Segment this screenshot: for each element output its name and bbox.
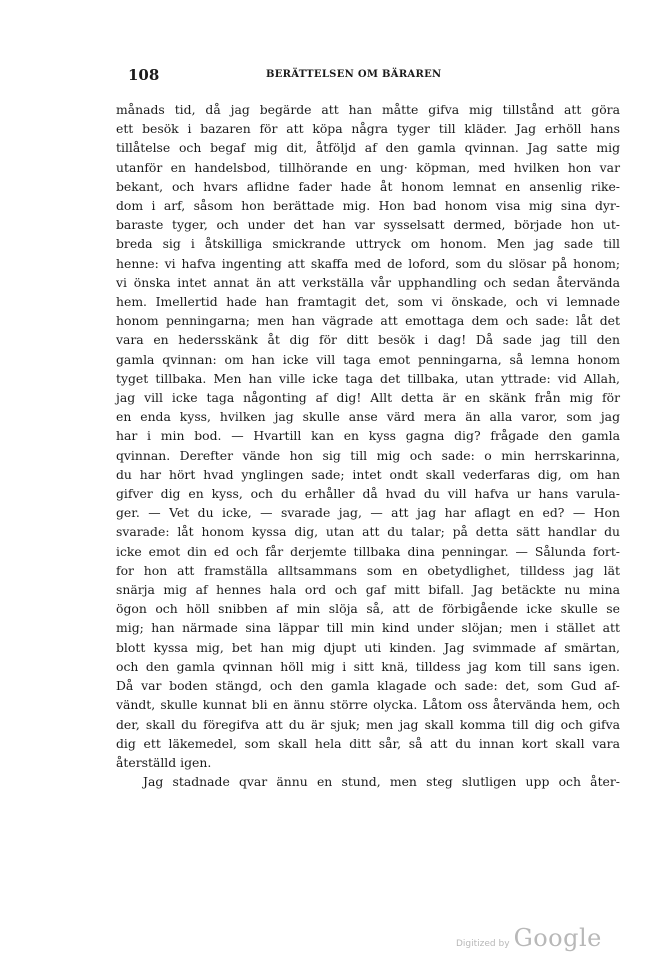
text-line: henne: vi hafva ingenting att skaffa med de loford, som du slösar på honom; bbox=[116, 255, 620, 271]
text-line: månads tid, då jag begärde att han måtte gifva mig tillstånd att göra bbox=[116, 102, 620, 117]
text-line: Då var boden stängd, och den gamla klagade och sade: det, som Gud af- bbox=[116, 678, 620, 694]
text-line: vi önska intet annat än att verkställa vår upphandling och sedan återvända bbox=[116, 274, 620, 290]
running-head: BERÄTTELSEN OM BÄRAREN bbox=[266, 69, 442, 80]
text-line: ger. — Vet du icke, — svarade jag, — att jag har aflagt en ed? — Hon bbox=[116, 505, 620, 521]
text-line: qvinnan. Derefter vände hon sig till mig och sade: o min herrskarinna, bbox=[116, 447, 620, 463]
page-number: 108 bbox=[128, 66, 160, 84]
text-line: ögon och höll snibben af min slöja så, att de förbigående icke skulle se bbox=[116, 601, 620, 617]
text-line: dom i arf, såsom hon berättade mig. Hon bad honom visa mig sina dyr- bbox=[116, 198, 620, 214]
text-line: tillåtelse och begaf mig dit, åtföljd af den gamla qvinnan. Jag satte mig bbox=[116, 140, 620, 156]
watermark-prefix: Digitized by bbox=[456, 939, 510, 949]
digitized-watermark bbox=[456, 924, 602, 952]
text-line: breda sig i åtskilliga smickrande uttryck om honom. Men jag sade till bbox=[116, 236, 620, 252]
text-line: for hon att framställa alltsammans som en obetydlighet, tilldess jag lät bbox=[116, 562, 620, 578]
text-line: jag vill icke taga någonting af dig! Allt detta är en skänk från mig för bbox=[116, 390, 620, 406]
text-line: vändt, skulle kunnat bli en ännu större olycka. Låtom oss återvända hem, och bbox=[116, 697, 620, 713]
text-line: gamla qvinnan: om han icke vill taga emot penningarna, så lemna honom bbox=[116, 351, 620, 367]
text-line: utanför en handelsbod, tillhörande en ung· köpman, med hvilken hon var bbox=[116, 159, 620, 175]
text-line: honom penningarna; men han vägrade att emottaga dem och sade: låt det bbox=[116, 313, 620, 329]
text-line: en enda kyss, hvilken jag skulle anse värd mera än alla varor, som jag bbox=[116, 409, 620, 425]
watermark-brand: Google bbox=[513, 924, 602, 952]
text-line: du har hört hvad ynglingen sade; intet ondt skall vederfaras dig, om han bbox=[116, 466, 620, 482]
text-line: återställd igen. bbox=[116, 754, 212, 770]
text-line: der, skall du föregifva att du är sjuk; men jag skall komma till dig och gifva bbox=[116, 716, 620, 732]
text-line: hem. Imellertid hade han framtagit det, som vi önskade, och vi lemnade bbox=[116, 294, 620, 310]
text-line: ett besök i bazaren för att köpa några tyger till kläder. Jag erhöll hans bbox=[116, 121, 620, 137]
body-text bbox=[116, 100, 620, 791]
text-line: tyget tillbaka. Men han ville icke taga det tillbaka, utan yttrade: vid Allah, bbox=[116, 370, 620, 386]
text-line: mig; han närmade sina läppar till min kind under slöjan; men i stället att bbox=[116, 620, 620, 636]
text-line: Jag stadnade qvar ännu en stund, men steg slutligen upp och åter- bbox=[143, 774, 620, 790]
text-line: vara en hedersskänk åt dig för ditt besök i dag! Då sade jag till den bbox=[116, 332, 620, 348]
text-line: icke emot din ed och får derjemte tillbaka dina penningar. — Sålunda fort- bbox=[116, 543, 620, 559]
text-line: dig ett läkemedel, som skall hela ditt sår, så att du innan kort skall vara bbox=[116, 735, 620, 751]
text-line: och den gamla qvinnan höll mig i sitt knä, tilldess jag kom till sans igen. bbox=[116, 658, 620, 674]
text-line: baraste tyger, och under det han var sysselsatt dermed, började hon ut- bbox=[116, 217, 620, 233]
text-line: blott kyssa mig, bet han mig djupt uti kinden. Jag svimmade af smärtan, bbox=[116, 639, 620, 655]
text-line: svarade: låt honom kyssa dig, utan att du talar; på detta sätt handlar du bbox=[116, 524, 620, 540]
text-line: bekant, och hvars aflidne fader hade åt honom lemnat en ansenlig rike- bbox=[116, 178, 620, 194]
text-line: snärja mig af hennes hala ord och gaf mitt bifall. Jag betäckte nu mina bbox=[116, 582, 620, 598]
text-line: gifver dig en kyss, och du erhåller då hvad du vill hafva ur hans varula- bbox=[116, 486, 620, 502]
text-line: har i min bod. — Hvartill kan en kyss gagna dig? frågade den gamla bbox=[116, 428, 620, 444]
